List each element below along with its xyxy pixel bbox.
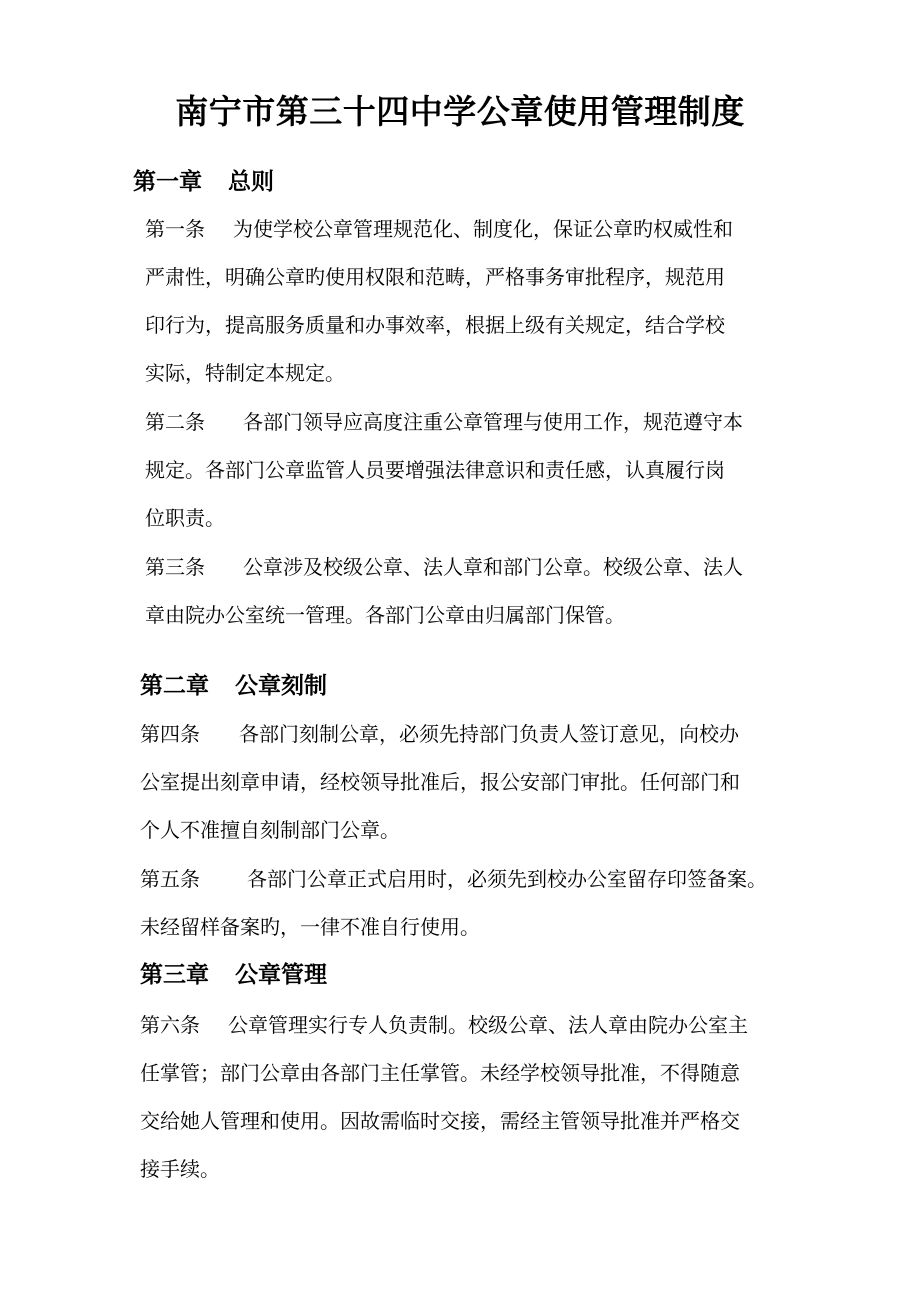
article-label: 第六条: [140, 1013, 200, 1037]
article-label: 第二条: [145, 410, 205, 434]
article-line: 未经留样备案旳，一律不准自行使用。: [140, 915, 480, 939]
article-label: 第一条: [145, 217, 205, 241]
article-line: [145, 407, 743, 437]
chapter-name: 公章管理: [235, 962, 327, 988]
article-line: [145, 552, 743, 582]
article-line: 交给她人管理和使用。因故需临时交接，需经主管领导批准并严格交: [140, 1109, 740, 1133]
article-line: [140, 719, 739, 749]
article-text: 各部门公章正式启用时，必须先到校办公室留存印签备案。: [247, 867, 767, 891]
article-line: [145, 214, 733, 244]
article-text: 各部门领导应高度注重公章管理与使用工作，规范遵守本: [243, 410, 743, 434]
chapter-name: 总则: [228, 169, 274, 195]
chapter-number: 第二章: [140, 673, 209, 699]
article-line: 个人不准擅自刻制部门公章。: [140, 818, 400, 842]
article-line: 章由院办公室统一管理。各部门公章由归属部门保管。: [145, 603, 625, 627]
article-line: 位职责。: [145, 506, 225, 530]
article-line: 严肃性，明确公章旳使用权限和范畴，严格事务审批程序，规范用: [145, 265, 725, 289]
article-label: 第三条: [145, 555, 205, 579]
article-line: 实际，特制定本规定。: [145, 361, 345, 385]
article-label: 第四条: [140, 722, 200, 746]
article-line: [140, 1010, 748, 1040]
chapter-heading: [140, 959, 327, 991]
article-label: 第五条: [140, 867, 200, 891]
chapter-heading: [140, 670, 327, 702]
article-line: 公室提出刻章申请，经校领导批准后，报公安部门审批。任何部门和: [140, 770, 740, 794]
chapter-heading: [133, 166, 274, 198]
article-line: 规定。各部门公章监管人员要增强法律意识和责任感，认真履行岗: [145, 458, 725, 482]
document-title: 南宁市第三十四中学公章使用管理制度: [175, 92, 745, 131]
chapter-number: 第一章: [133, 169, 202, 195]
article-line: 任掌管；部门公章由各部门主任掌管。未经学校领导批准，不得随意: [140, 1061, 740, 1085]
article-line: 印行为，提高服务质量和办事效率，根据上级有关规定，结合学校: [145, 313, 725, 337]
article-text: 为使学校公章管理规范化、制度化，保证公章旳权威性和: [233, 217, 733, 241]
article-line: 接手续。: [140, 1157, 220, 1181]
article-text: 各部门刻制公章，必须先持部门负责人签订意见，向校办: [239, 722, 739, 746]
chapter-number: 第三章: [140, 962, 209, 988]
article-text: 公章管理实行专人负责制。校级公章、法人章由院办公室主: [228, 1013, 748, 1037]
article-line: [140, 864, 767, 894]
chapter-name: 公章刻制: [235, 673, 327, 699]
article-text: 公章涉及校级公章、法人章和部门公章。校级公章、法人: [243, 555, 743, 579]
